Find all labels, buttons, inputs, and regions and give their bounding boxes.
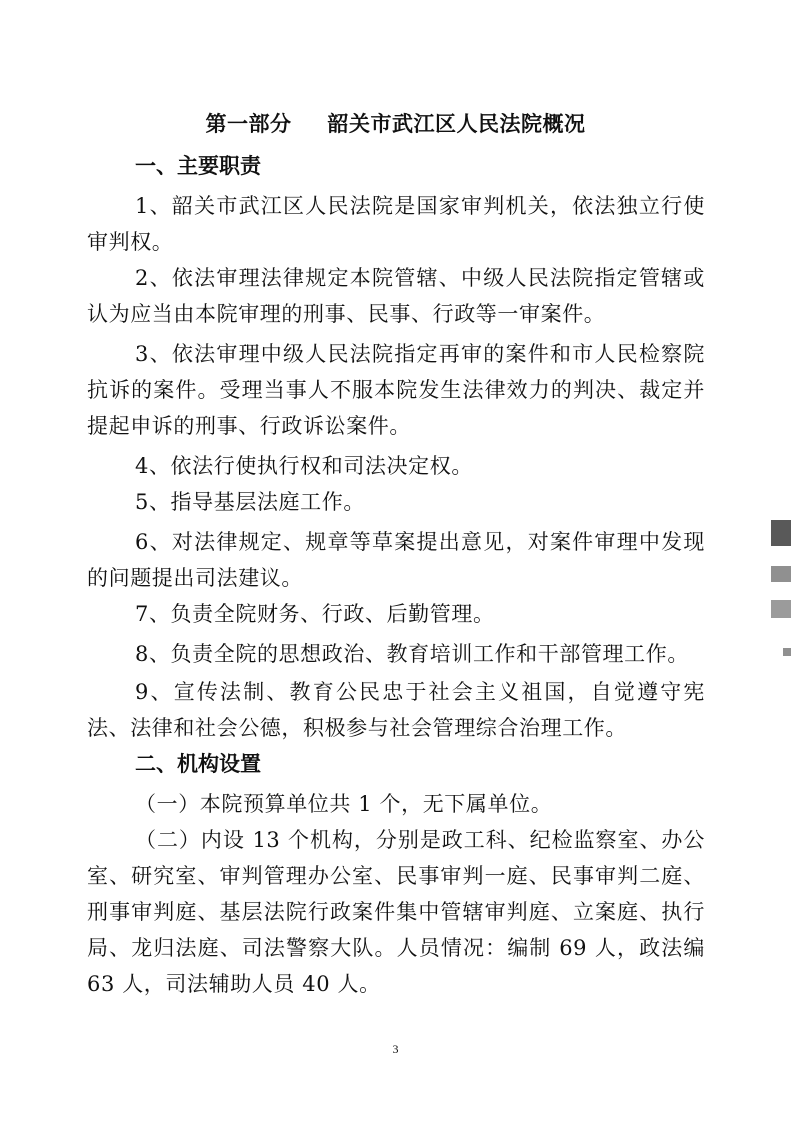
section-heading-duties: 一、主要职责 xyxy=(135,153,261,178)
duty-item-2: 2、依法审理法律规定本院管辖、中级人民法院指定管辖或认为应当由本院审理的刑事、民事、行政等一审案件。 xyxy=(87,266,705,326)
duty-item-9: 9、宣传法制、教育公民忠于社会主义祖国，自觉遵守宪法、法律和社会公德，积极参与社会管理综合治理工作。 xyxy=(87,680,705,740)
duty-item-7: 7、负责全院财务、行政、后勤管理。 xyxy=(135,602,495,626)
duty-item-8: 8、负责全院的思想政治、教育培训工作和干部管理工作。 xyxy=(135,642,689,666)
org-item-1: （一）本院预算单位共 1 个，无下属单位。 xyxy=(135,792,553,816)
section-heading-organization: 二、机构设置 xyxy=(135,751,261,776)
duty-item-4: 4、依法行使执行权和司法决定权。 xyxy=(135,454,473,478)
org-item-2: （二）内设 13 个机构，分别是政工科、纪检监察室、办公室、研究室、审判管理办公室、民事审判一庭、民事审判二庭、刑事审判庭、基层法院行政案件集中管辖审判庭、立案庭、执行局、龙归法庭、司法警察大队。人员情况：编制 69 人，政法编 63 人，司法辅助人员 40 人。 xyxy=(87,828,705,996)
scan-edge-artifact xyxy=(771,520,791,546)
scan-edge-artifact xyxy=(783,648,791,656)
scan-edge-artifact xyxy=(771,566,791,582)
title-part-label: 第一部分 xyxy=(205,111,292,136)
title-main-label: 韶关市武江区人民法院概况 xyxy=(327,111,586,136)
page-number: 3 xyxy=(392,1042,399,1056)
page-title xyxy=(0,106,791,142)
duty-item-5: 5、指导基层法庭工作。 xyxy=(135,490,365,514)
duty-item-3: 3、依法审理中级人民法院指定再审的案件和市人民检察院抗诉的案件。受理当事人不服本院发生法律效力的判决、裁定并提起申诉的刑事、行政诉讼案件。 xyxy=(87,342,705,438)
duty-item-6: 6、对法律规定、规章等草案提出意见，对案件审理中发现的问题提出司法建议。 xyxy=(87,530,705,590)
scan-edge-artifact xyxy=(771,600,791,618)
duty-item-1: 1、韶关市武江区人民法院是国家审判机关，依法独立行使审判权。 xyxy=(87,194,705,254)
